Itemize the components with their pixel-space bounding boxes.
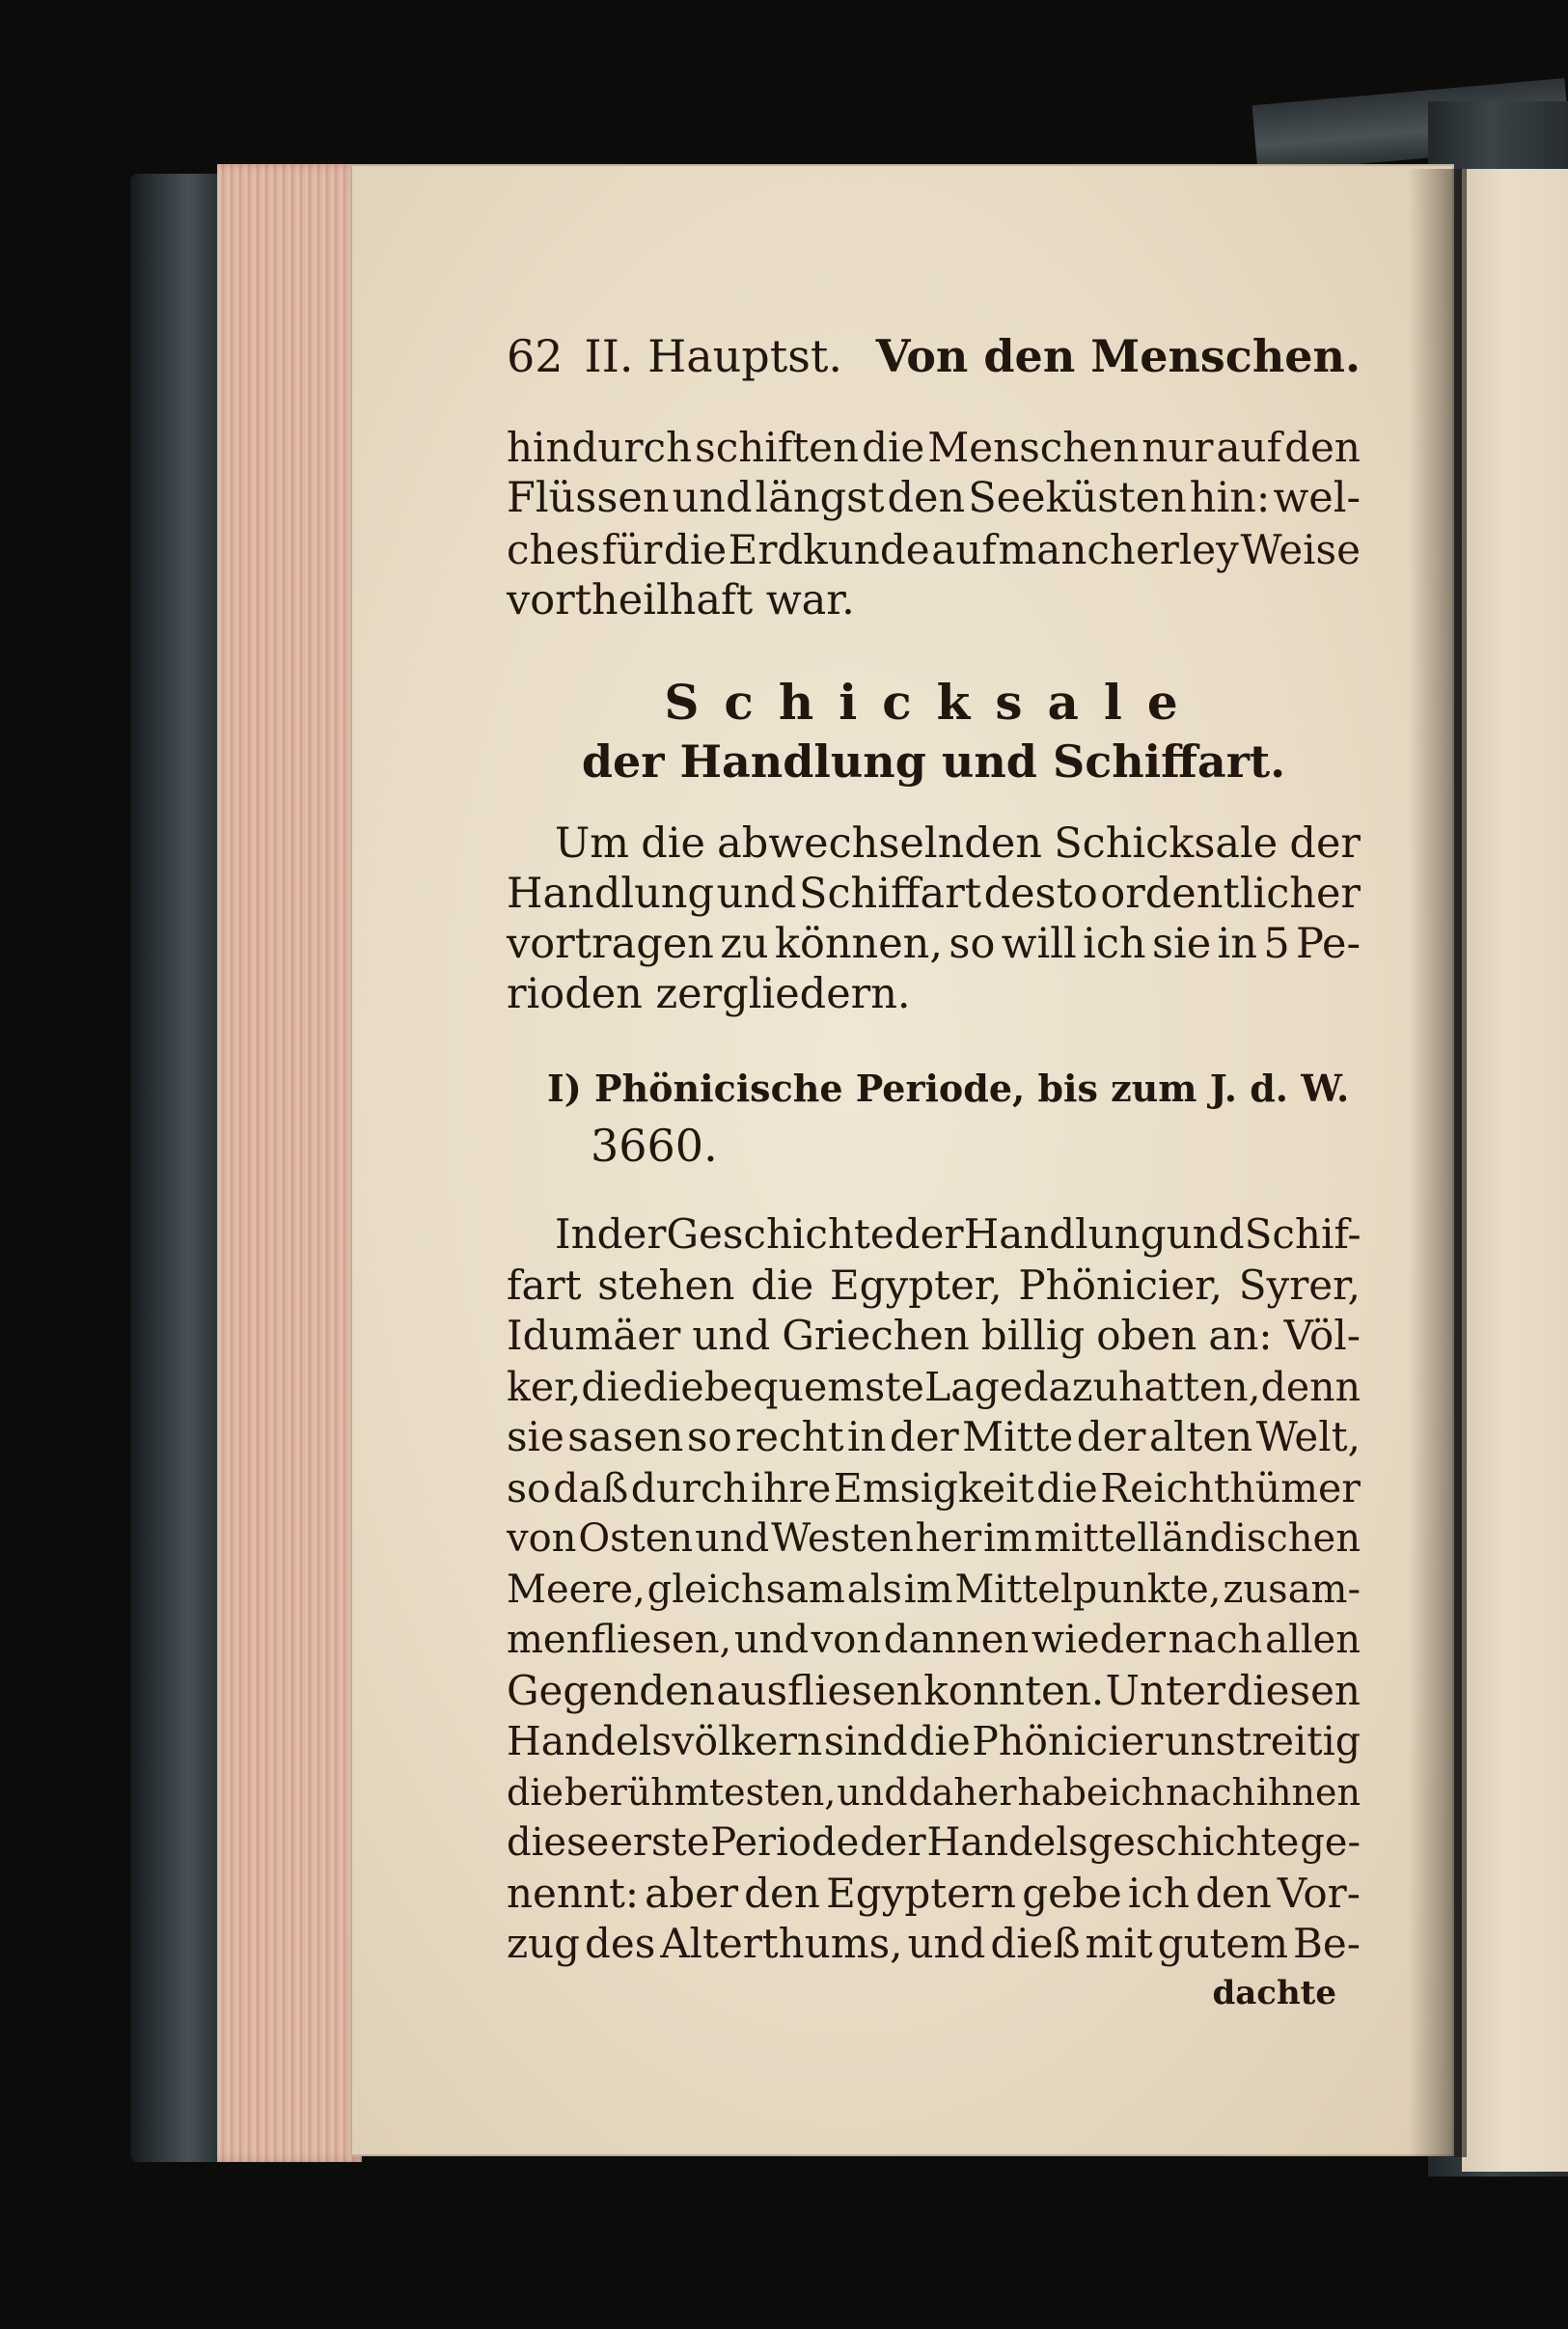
page-edges [217, 164, 362, 2162]
word: und [672, 474, 753, 522]
word: gebe [1022, 1869, 1122, 1917]
text-line [507, 473, 1361, 524]
word: sasen [567, 1413, 684, 1460]
text-line [507, 1716, 1361, 1767]
word: billig [980, 1312, 1086, 1359]
word: ge- [1300, 1820, 1361, 1865]
word: hindurch [507, 424, 693, 471]
word: zusam- [1223, 1567, 1361, 1612]
word: die [507, 1770, 564, 1814]
word: Meere, [507, 1567, 646, 1612]
word: und [907, 1920, 986, 1967]
section-subheading: der Handlung und Schiffart. [581, 735, 1286, 788]
word: Schif- [1244, 1210, 1362, 1258]
period-heading: I) Phönicische Periode, bis zum J. d. W. [547, 1067, 1350, 1110]
word: zug [507, 1920, 581, 1967]
word: Flüssen [507, 474, 670, 522]
text-line [507, 1817, 1361, 1869]
chapter-label: II. Hauptst. [584, 330, 842, 382]
word: erste [610, 1820, 710, 1865]
catchword: dachte [1212, 1974, 1336, 2012]
text-line [507, 422, 1361, 473]
word: Egypter, [829, 1261, 1003, 1309]
word: Griechen [782, 1312, 970, 1359]
word: ich [1109, 1770, 1166, 1814]
text-line [507, 919, 1361, 969]
word: Seeküsten [968, 474, 1187, 522]
word: mittelländischen [1033, 1516, 1361, 1561]
word: für [601, 526, 663, 573]
word: im [983, 1516, 1032, 1561]
text-line [507, 1919, 1361, 1970]
word: so [949, 920, 996, 968]
word: vortragen [507, 920, 714, 968]
word: die [862, 424, 925, 471]
word: sie [1151, 920, 1212, 968]
word: wel- [1273, 474, 1361, 522]
word: In [555, 1210, 597, 1258]
word: der [860, 1820, 926, 1865]
text-line [507, 1666, 1361, 1717]
word: so [686, 1413, 732, 1460]
word: Be- [1293, 1920, 1361, 1967]
word: dieß [990, 1920, 1081, 1967]
text-line [507, 1463, 1361, 1514]
word: Phönicier, [1018, 1261, 1224, 1309]
word: Erdkunde [728, 526, 930, 573]
word: diese [507, 1820, 610, 1865]
word: nennt: [507, 1869, 640, 1917]
text-line [507, 1412, 1361, 1463]
word: in [1217, 920, 1257, 968]
word: und [692, 1312, 771, 1359]
word: hatten, [1118, 1363, 1261, 1410]
word: Egyptern [826, 1869, 1017, 1917]
text-line [507, 524, 1361, 575]
word: Schicksale [1054, 819, 1279, 868]
word: können, [774, 920, 944, 968]
word: zu [720, 920, 769, 968]
word: dannen [883, 1618, 1030, 1662]
word: allen [1265, 1618, 1361, 1662]
word: oben [1096, 1312, 1197, 1359]
word: hin: [1189, 474, 1271, 522]
word: des [585, 1920, 656, 1967]
word: daher [908, 1770, 1017, 1814]
text-line [507, 1311, 1361, 1362]
word: Mittelpunkte, [954, 1567, 1222, 1612]
word: ich [1127, 1869, 1190, 1917]
word: von [507, 1516, 577, 1561]
word: nach [1166, 1770, 1255, 1814]
word: ker, [507, 1363, 582, 1410]
word: auf [1216, 424, 1282, 471]
word: gutem [1157, 1920, 1289, 1967]
word: Schiffart [799, 870, 982, 918]
word: den [1195, 1869, 1272, 1917]
word: Handlung [507, 870, 715, 918]
word: den [887, 474, 966, 522]
continued-paragraph [507, 422, 1361, 626]
word: habe [1017, 1770, 1109, 1814]
word: sie [507, 1413, 564, 1460]
word: die [643, 1363, 704, 1410]
text-line [507, 1869, 1361, 1920]
word: nur [1142, 424, 1214, 471]
text-line [507, 1565, 1361, 1616]
word: auf [931, 526, 997, 573]
word: ihre [750, 1464, 832, 1511]
word: will [1001, 920, 1077, 968]
word: denn [1260, 1363, 1361, 1410]
word: der [889, 1413, 959, 1460]
word: Osten [578, 1516, 694, 1561]
word: Völ- [1283, 1312, 1361, 1359]
word: Phönicier [972, 1718, 1164, 1764]
word: menfliesen, [507, 1618, 732, 1662]
text-line: vortheilhaft war. [507, 576, 855, 624]
word: im [903, 1567, 953, 1612]
text-line: rioden zergliedern. [507, 970, 911, 1018]
word: Idumäer [507, 1312, 681, 1359]
word: von [811, 1618, 882, 1662]
word: gleichsam [646, 1567, 845, 1612]
word: unstreitig [1164, 1718, 1361, 1764]
word: Emsigkeit [833, 1464, 1034, 1511]
text-line [507, 1261, 1361, 1312]
word: mancherley [998, 526, 1239, 573]
text-line [507, 1209, 1361, 1261]
word: aber [645, 1869, 739, 1917]
word: Alterthums, [660, 1920, 903, 1967]
word: Handlung [963, 1210, 1167, 1258]
word: ihnen [1255, 1770, 1361, 1814]
intro-paragraph [507, 818, 1361, 1019]
word: Gegenden [507, 1666, 715, 1714]
word: dazu [1023, 1363, 1118, 1410]
text-line [507, 1767, 1361, 1818]
word: durch [630, 1464, 749, 1511]
word: längst [755, 474, 885, 522]
word: die [641, 819, 705, 868]
facing-page-edge [1462, 169, 1568, 2172]
word: und [716, 870, 797, 918]
word: Reichthümer [1100, 1464, 1361, 1511]
word: ordentlicher [1100, 870, 1361, 918]
word: mit [1085, 1920, 1153, 1967]
word: der [1076, 1413, 1146, 1460]
word: den [1284, 424, 1361, 471]
word: abwechselnden [717, 819, 1042, 868]
word: alten [1148, 1413, 1253, 1460]
running-head [507, 330, 1361, 382]
word: ich [1083, 920, 1146, 968]
period-year: 3660. [591, 1120, 718, 1172]
word: der [1289, 819, 1361, 868]
spine-shadow [1409, 169, 1467, 2157]
word: diesen [1226, 1666, 1361, 1714]
text-line [507, 1362, 1361, 1413]
word: und [695, 1516, 770, 1561]
word: berühmtesten, [564, 1770, 837, 1814]
word: daß [553, 1464, 629, 1511]
word: Menschen [927, 424, 1140, 471]
word: Unter [1105, 1666, 1225, 1714]
word: Welt, [1255, 1413, 1361, 1460]
word: Geschichte [666, 1210, 894, 1258]
word: Weise [1240, 526, 1361, 573]
word: bequemste [703, 1363, 924, 1410]
word: nach [1168, 1618, 1263, 1662]
word: fart [507, 1261, 582, 1309]
word: stehen [597, 1261, 735, 1309]
word: 5 [1263, 920, 1290, 968]
word: der [596, 1210, 667, 1258]
word: Westen [771, 1516, 914, 1561]
word: sind [823, 1718, 908, 1764]
word: Vor- [1277, 1869, 1361, 1917]
word: ches [507, 526, 600, 573]
word: her [915, 1516, 982, 1561]
word: wieder [1031, 1618, 1166, 1662]
word: die [663, 526, 728, 573]
word: Periode [710, 1820, 860, 1865]
word: und [837, 1770, 908, 1814]
word: in [846, 1413, 887, 1460]
word: Handelsvölkern [507, 1718, 823, 1764]
text-line [507, 869, 1361, 919]
text-line [507, 1615, 1361, 1666]
text-line [507, 818, 1361, 869]
word: den [744, 1869, 820, 1917]
word: Um [555, 819, 630, 868]
word: und [733, 1618, 809, 1662]
page-number: 62 [507, 330, 564, 382]
text-line [507, 1513, 1361, 1565]
word: an: [1208, 1312, 1273, 1359]
word: die [909, 1718, 971, 1764]
word: der [894, 1210, 964, 1258]
word: Pe- [1296, 920, 1361, 968]
word: so [507, 1464, 551, 1511]
word: Syrer, [1238, 1261, 1361, 1309]
word: und [1166, 1210, 1245, 1258]
body-paragraph [507, 1209, 1361, 1970]
section-heading: Schicksale [664, 674, 1203, 731]
word: als [846, 1567, 902, 1612]
word: konnten. [923, 1666, 1105, 1714]
word: die [751, 1261, 814, 1309]
running-title: Von den Menschen. [875, 330, 1361, 382]
word: Lage [923, 1363, 1024, 1410]
word: recht [735, 1413, 844, 1460]
word: schiften [695, 424, 860, 471]
word: die [1036, 1464, 1098, 1511]
word: Mitte [962, 1413, 1074, 1460]
word: die [581, 1363, 643, 1410]
word: ausfliesen [716, 1666, 922, 1714]
word: desto [983, 870, 1098, 918]
word: Handelsgeschichte [926, 1820, 1300, 1865]
